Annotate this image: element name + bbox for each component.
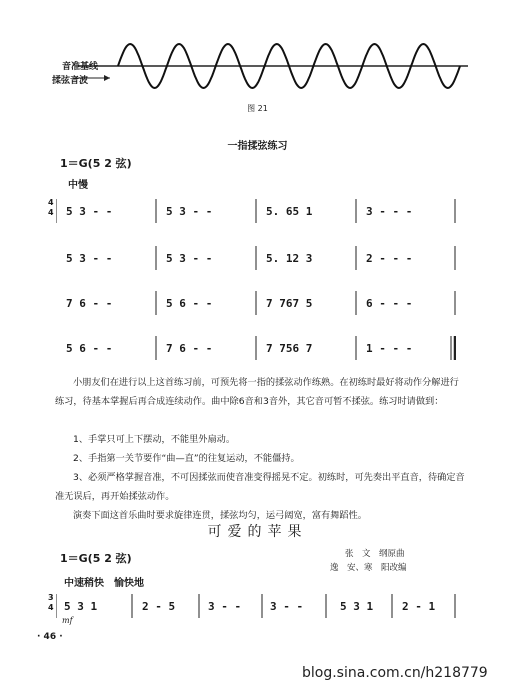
- measure: 6 - - -: [366, 297, 413, 310]
- measure: 5 3 1: [340, 600, 374, 613]
- measure: 5. 12 3: [266, 252, 313, 265]
- measure: 5 3 - -: [166, 205, 213, 218]
- song-credit-composer: 张 文 纲原曲: [345, 549, 405, 559]
- watermark: blog.sina.com.cn/h218779: [302, 665, 488, 681]
- measure: 5. 65 1: [266, 205, 313, 218]
- vibrato-label: 揉弦音波: [52, 76, 89, 86]
- exercise-key: 1＝G(5 2 弦): [60, 157, 132, 170]
- exercise-title: 一指揉弦练习: [227, 141, 288, 152]
- song-title: 可爱的苹果: [207, 524, 308, 540]
- measure: 5 3 1: [64, 600, 98, 613]
- measure: 7 756 7: [266, 342, 313, 355]
- instruction-item-3: 3、必须严格掌握音准，不可因揉弦而使音准变得摇晃不定。初练时，可先奏出平直音，待确定音准无误后，再开始揉弦动作。: [55, 472, 465, 502]
- measure: 2 - 1: [402, 600, 436, 613]
- dynamic-mark: mf: [62, 616, 73, 625]
- song-row-1: [48, 588, 456, 625]
- measure: 2 - - -: [366, 252, 413, 265]
- baseline-label: 音准基线: [62, 62, 99, 72]
- instruction-item-2: 2、手指第一关节要作“曲—直”的往复运动，不能僵持。: [73, 453, 300, 464]
- song-key: 1＝G(5 2 弦): [60, 552, 132, 565]
- measure: 3 - -: [270, 600, 304, 613]
- measure: 2 - 5: [142, 600, 176, 613]
- exercise-row-3: [56, 285, 456, 319]
- measure: 7 6 - -: [66, 297, 113, 310]
- measure: 5 6 - -: [166, 297, 213, 310]
- exercise-row-2: [56, 240, 456, 274]
- measure: 1 - - -: [366, 342, 413, 355]
- measure: 5 3 - -: [66, 205, 113, 218]
- measure: 3 - - -: [366, 205, 413, 218]
- figure-caption: 图 21: [247, 104, 268, 113]
- time-signature: 3 4: [48, 593, 54, 612]
- measure: 5 6 - -: [66, 342, 113, 355]
- barlines: [56, 588, 456, 622]
- instruction-item-1: 1、手掌只可上下摆动，不能里外扇动。: [73, 434, 236, 445]
- measure: 5 3 - -: [66, 252, 113, 265]
- measure: 7 767 5: [266, 297, 313, 310]
- exercise-tempo: 中慢: [68, 180, 88, 191]
- measure: 7 6 - -: [166, 342, 213, 355]
- arrow-head-icon: [104, 75, 110, 81]
- song-tempo: 中速稍快 愉快地: [64, 578, 144, 589]
- performance-note: 演奏下面这首乐曲时要求旋律连贯，揉弦均匀，运弓阔宽，富有舞蹈性。: [73, 510, 367, 521]
- measure: 3 - -: [208, 600, 242, 613]
- instruction-paragraph: 小朋友们在进行以上这首练习前，可预先将一指的揉弦动作练熟。在初练时最好将动作分解进行练习，待基本掌握后再合成连续动作。曲中除6音和3音外，其它音可暂不揉弦。练习时请做到：: [55, 377, 459, 407]
- page-number: · 46 ·: [37, 632, 63, 642]
- measure: 5 3 - -: [166, 252, 213, 265]
- time-signature: 4 4: [48, 198, 54, 217]
- song-credit-arranger: 逸 安、寒 阳改编: [330, 563, 407, 573]
- exercise-row-1: [48, 193, 456, 227]
- vibrato-wave-figure: [40, 36, 470, 100]
- wave-svg: [40, 36, 470, 96]
- exercise-row-4: [56, 330, 456, 364]
